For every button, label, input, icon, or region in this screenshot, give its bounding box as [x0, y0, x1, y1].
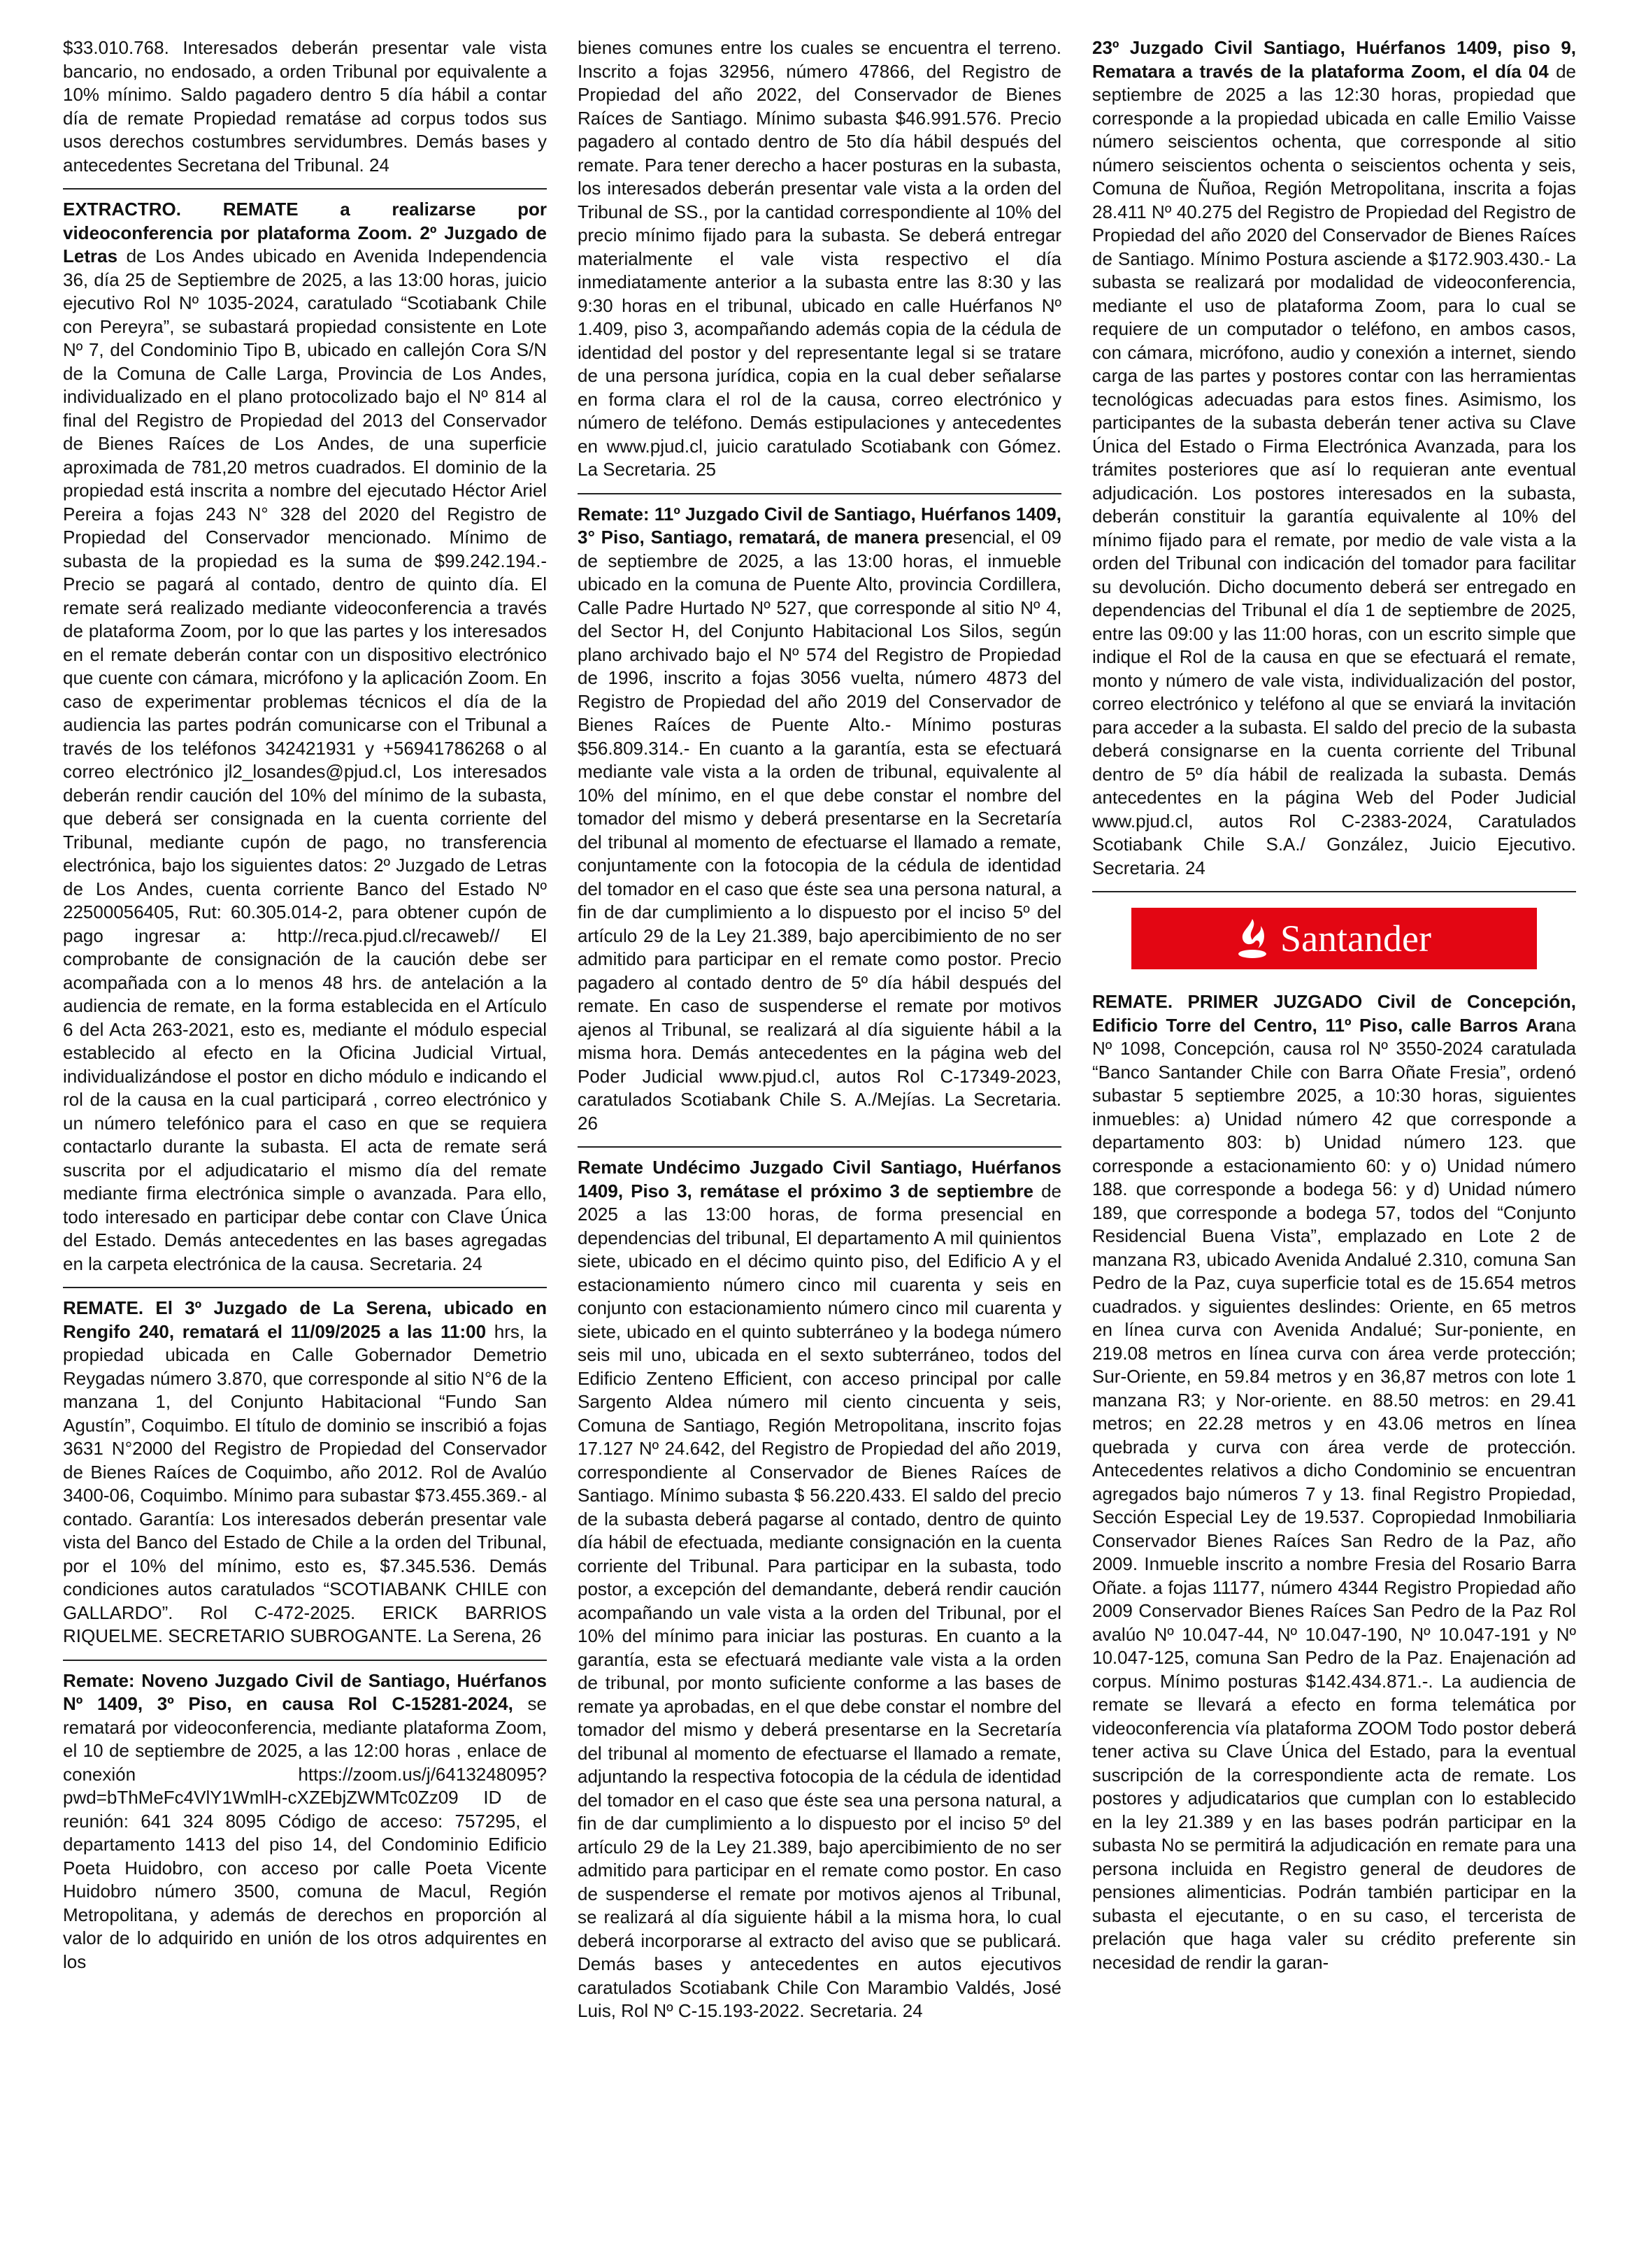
- notice-body: $33.010.768. Interesados deberán presentar vale vista bancario, no endosado, a orden Tribunal por equivalente a 10% mínimo. Saldo pagadero dentro 5 día hábil a contar día de remate Propiedad rematáse ad corpus todos sus usos derechos costumbres servidumbres. Demás bases y antecedentes Secretana del Tribunal. 24: [63, 37, 547, 176]
- notice-body: de Los Andes ubicado en Avenida Independencia 36, día 25 de Septiembre de 2025, a las 13:00 horas, juicio ejecutivo Rol Nº 1035-2024, caratulado “Scotiabank Chile con Pereyra”, se subastará propiedad consistente en Lote Nº 7, del Condominio Tipo B, ubicado en callejón Cora S/N de la Comuna de Calle Larga, Provincia de Los Andes, individualizado en el plano protocolizado bajo el Nº 814 al final del Registro de Propiedad del 2013 del Conservador de Bienes Raíces de Los Andes, de una superficie aproximada de 781,20 metros cuadrados. El dominio de la propiedad está inscrita a nombre del ejecutado Héctor Ariel Pereira a fojas 243 N° 328 del 2020 del Registro de Propiedad del Conservador mencionado. Mínimo de subasta de la propiedad es la suma de $99.242.194.- Precio se pagará al contado, dentro de quinto día. El remate será realizado mediante videoconferencia a través de plataforma Zoom, por lo que las partes y los interesados en el remate deberán contar con un dispositivo electrónico que cuente con cámara, micrófono y la aplicación Zoom. En caso de experimentar problemas técnicos el día de la audiencia las partes podrán comunicarse con el Tribunal a través de los teléfonos 342421931 y +56941786268 o al correo electrónico jl2_losandes@pjud.cl, Los interesados deberán rendir caución del 10% del mínimo de la subasta, que deberá ser consignada en la cuenta corriente del Tribunal, mediante cupón de pago, no transferencia electrónica, bajo los siguientes datos: 2º Juzgado de Letras de Los Andes, cuenta corriente Banco del Estado Nº 22500056405, Rut: 60.305.014-2, para obtener cupón de pago ingresar a: http://reca.pjud.cl/recaweb// El comprobante de consignación de la caución debe ser acompañada con a lo menos 48 hrs. de antelación a la audiencia de remate, en la forma establecida en el Artículo 6 del Acta 263-2021, esto es, mediante el módulo especial establecido al efecto en la Oficina Judicial Virtual, individualizándose el postor en dicho módulo e indicando el rol de la causa en la cual participará , correo electrónico y un número telefónico para el caso en que se requiera contactarlo durante la subasta. El acta de remate será suscrita por el adjudicatario el mismo día del remate mediante firma electrónica simple o avanzada. Para ello, todo interesado en participar debe contar con Clave Única del Estado. Demás antecedentes en las bases agregadas en la carpeta electrónica de la causa. Secretaria. 24: [63, 245, 547, 1274]
- column-3: [1092, 28, 1576, 2268]
- notice-heading: EXTRACTRO. REMATE a realizarse por videoconferencia por plataforma Zoom. 2º Juzgado de Letras: [63, 199, 547, 266]
- notice-1-4: [63, 1661, 547, 1985]
- notice-body: se rematará por videoconferencia, mediante plataforma Zoom, el 10 de septiembre de 2025, a las 12:00 horas , enlace de conexión https://zoom.us/j/6413248095?pwd=bThMeFc4VlY1WmlH-cXZEbjZWMTc0Zz09 ID de reunión: 641 324 8095 Código de acceso: 757295, el departamento 1413 del piso 14, del Condominio Edificio Poeta Huidobro, con acceso por calle Poeta Vicente Huidobro número 3500, comuna de Macul, Región Metropolitana, y además de derechos en proporción al valor de lo adquirido en unión de los otros adquirentes en los: [63, 1693, 547, 1972]
- notice-body: de 2025 a las 13:00 horas, de forma presencial en dependencias del tribunal, El departamento A mil quinientos siete, ubicado en el décimo quinto piso, del Edificio A y el estacionamiento número cinco mil cuarenta y seis en conjunto con estacionamiento número cinco mil cuarenta y siete, ubicado en el quinto subterráneo y la bodega número seis mil uno, ubicada en el sexto subterráneo, todos del Edificio Zenteno Efficient, con acceso principal por calle Sargento Aldea número mil ciento cincuenta y seis, Comuna de Santiago, Región Metropolitana, inscrito fojas 17.127 Nº 24.642, del Registro de Propiedad del año 2019, correspondiente al Conservador de Bienes Raíces de Santiago. Mínimo subasta $ 56.220.433. El saldo del precio de la subasta deberá pagarse al contado, dentro de quinto día hábil de efectuada, mediante consignación en la cuenta corriente del Tribunal. Para participar en la subasta, todo postor, a excepción del demandante, deberá rendir caución acompañando un vale vista a la orden del Tribunal, por el 10% del mínimo para iniciar las posturas. En cuanto a la garantía, esta se efectuará mediante vale vista a la orden de tribunal, por monto suficiente conforme a las bases de remate ya aprobadas, en el que debe constar el nombre del tomador del mismo y deberá presentarse en la Secretaría del tribunal al momento de efectuarse el llamado a remate, adjuntando la respectiva fotocopia de la cédula de identidad del tomador en el caso que éste sea una persona natural, a fin de dar cumplimiento a lo dispuesto por el inciso 5º del artículo 29 de la Ley 21.389, bajo apercibimiento de no ser admitido para participar en el remate como postor. En caso de suspenderse el remate por motivos ajenos al Tribunal, se realizará al día siguiente hábil a la misma hora, lo cual deberá incorporarse al extracto del aviso que se publicará. Demás bases y antecedentes en autos ejecutivos caratulados Scotiabank Chile Con Marambio Valdés, José Luis, Rol Nº C-15.193-2022. Secretaria. 24: [578, 1180, 1061, 2021]
- santander-logo-box: [1092, 908, 1576, 969]
- notice-body: hrs, la propiedad ubicada en Calle Gobernador Demetrio Reygadas número 3.870, que corresponde al sitio N°6 de la manzana 1, del Conjunto Habitacional “Fundo San Agustín”, Coquimbo. El título de dominio se inscribió a fojas 3631 N°2000 del Registro de Propiedad del Conservador de Bienes Raíces de Coquimbo, año 2012. Rol de Avalúo 3400-06, Coquimbo. Mínimo para subastar $73.455.369.- al contado. Garantía: Los interesados deberán presentar vale vista del Banco del Estado de Chile a la orden del Tribunal, por el 10% del mínimo, esto es, $7.345.536. Demás condiciones autos caratulados “SCOTIABANK CHILE con GALLARDO”. Rol C-472-2025. ERICK BARRIOS RIQUELME. SECRETARIO SUBROGANTE. La Serena, 26: [63, 1320, 547, 1646]
- flame-icon: [1237, 918, 1268, 960]
- notice-heading: REMATE. El 3º Juzgado de La Serena, ubicado en Rengifo 240, rematará el 11/09/2025 a las 11:00: [63, 1297, 547, 1342]
- column-1: [63, 28, 547, 2268]
- notice-2-2: [578, 494, 1061, 1148]
- notice-3-1: [1092, 28, 1576, 892]
- notice-2-1: [578, 28, 1061, 494]
- notice-1-3: [63, 1288, 547, 1661]
- notice-body: bienes comunes entre los cuales se encuentra el terreno. Inscrito a fojas 32956, número 47866, del Registro de Propiedad del año 2022, del Conservador de Bienes Raíces de Santiago. Mínimo subasta $46.991.576. Precio pagadero al contado dentro de 5to día hábil después del remate. Para tener derecho a hacer posturas en la subasta, los interesados deberán presentar vale vista a la orden del Tribunal de SS., por la cantidad correspondiente al 10% del precio mínimo fijado para la subasta. Se deberá entregar materialmente el vale vista respectivo el día inmediatamente anterior a la subasta entre las 8:30 y las 9:30 horas en el tribunal, ubicado en calle Huérfanos Nº 1.409, piso 3, acompañando además copia de la cédula de identidad del postor y del representante legal si se tratare de una persona jurídica, copia en la cual deber señalarse en forma clara el rol de la causa, correo electrónico y número de teléfono. Demás estipulaciones y antecedentes en www.pjud.cl, juicio caratulado Scotiabank con Gómez. La Secretaria. 25: [578, 37, 1061, 480]
- santander-logo: [1131, 908, 1537, 969]
- notice-body: de septiembre de 2025 a las 12:30 horas, propiedad que corresponde a la propiedad ubicada en calle Emilio Vaisse número seiscientos ochenta, que corresponde al sitio número seiscientos ochenta o seiscientos ochenta y seis, Comuna de Ñuñoa, Región Metropolitana, inscrita a fojas 28.411 Nº 40.275 del Registro de Propiedad del Registro de Propiedad del año 2020 del Conservador de Bienes Raíces de Santiago. Mínimo Postura asciende a $172.903.430.- La subasta se realizará por modalidad de videoconferencia, mediante el uso de plataforma Zoom, para lo cual se requiere de un computador o teléfono, en ambos casos, con cámara, micrófono, audio y conexión a internet, siendo carga de las partes y postores contar con las herramientas tecnológicas adecuadas para estos fines. Asimismo, los participantes de la subasta deberán tener activa su Clave Única del Estado o Firma Electrónica Avanzada, para los trámites posteriores que así lo requieran ante eventual adjudicación. Los postores interesados en la subasta, deberán constituir la garantía equivalente al 10% del mínimo fijado para el remate, por medio de vale vista a la orden del Tribunal con indicación del tomador para facilitar su devolución. Dicho documento deberá ser entregado en dependencias del Tribunal el día 1 de septiembre de 2025, entre las 09:00 y las 11:00 horas, con un escrito simple que indique el Rol de la causa en que se efectuará el remate, monto y número de vale vista, individualización del postor, correo electrónico y teléfono al que se enviará la invitación para acceder a la subasta. El saldo del precio de la subasta deberá consignarse en la cuenta corriente del Tribunal dentro de 5º día hábil de realizada la subasta. Demás antecedentes en la página Web del Poder Judicial www.pjud.cl, autos Rol C-2383-2024, Caratulados Scotiabank Chile S.A./ González, Juicio Ejecutivo. Secretaria. 24: [1092, 60, 1576, 878]
- notice-1-1: [63, 28, 547, 190]
- notice-body: na Nº 1098, Concepción, causa rol Nº 3550-2024 caratulada “Banco Santander Chile con Barra Oñate Fresia”, ordenó subastar 5 septiembre 2025, a 10:30 horas, siguientes inmuebles: a) Unidad número 42 que corresponde a departamento 803: b) Unidad número 123. que corresponde a estacionamiento 60: y o) Unidad número 188. que corresponde a bodega 56: y d) Unidad número 189, que corresponde a bodega 57, todos del “Conjunto Residencial Buena Vista”, emplazado en Lote 2 de manzana R3, ubicado Avenida Andalué 2.310, comuna San Pedro de la Paz, cuya superficie total es de 15.654 metros cuadrados. y siguientes deslindes: Oriente, en 65 metros en línea curva con Avenida Andalué; Sur-poniente, en 219.08 metros en línea curva con área verde protección; Sur-Oriente, en 59.84 metros y en 36,87 metros con lote 1 manzana R3; y Nor-oriente. en 88.50 metros: en 29.41 metros; en 22.28 metros y en 43.06 metros en línea quebrada y curva con área verde de protección. Antecedentes relativos a dicho Condominio se encuentran agregados bajo números 7 y 13. final Registro Propiedad, Sección Especial Ley de 19.537. Copropiedad Inmobiliaria Conservador Bienes Raíces San Redro de la Paz, año 2009. Inmueble inscrito a nombre Fresia del Rosario Barra Oñate. a fojas 11177, número 4344 Registro Propiedad año 2009 Conservador Bienes Raíces San Pedro de la Paz Rol avalúo Nº 10.047-44, Nº 10.047-190, Nº 10.047-191 y Nº 10.047-125, comuna San Pedro de la Paz. Enajenación ad corpus. Mínimo posturas $142.434.871.-. La audiencia de remate se llevará a efecto en forma telemática por videoconferencia vía plataforma ZOOM Todo postor deberá tener activa su Clave Única del Estado, para la eventual suscripción de la correspondiente acta de remate. Los postores y adjudicatarios que cumplan con lo establecido en la ley 21.389 y en las bases podrán participar en la subasta No se permitirá la adjudicación en remate para una persona incluida en Registro general de deudores de pensiones alimenticias. Podrán también participar en la subasta el ejecutante, o en su caso, el tercerista de prelación que haga valer su crédito preferente sin necesidad de rendir la garan-: [1092, 1014, 1576, 1973]
- notice-heading: Remate: Noveno Juzgado Civil de Santiago, Huérfanos Nº 1409, 3º Piso, en causa Rol C-15281-2024,: [63, 1669, 547, 1714]
- notice-1-2: [63, 190, 547, 1288]
- column-2: [578, 28, 1061, 2268]
- notice-heading: REMATE. PRIMER JUZGADO Civil de Concepción, Edificio Torre del Centro, 11º Piso, calle Barros Ara: [1092, 991, 1576, 1036]
- notice-heading: Remate: 11º Juzgado Civil de Santiago, Huérfanos 1409, 3° Piso, Santiago, rematará, de manera pre: [578, 503, 1061, 548]
- notice-2-3: [578, 1148, 1061, 2034]
- notice-heading: Remate Undécimo Juzgado Civil Santiago, Huérfanos 1409, Piso 3, remátase el próximo 3 de septiembre: [578, 1157, 1061, 1201]
- notice-body: sencial, el 09 de septiembre de 2025, a las 13:00 horas, el inmueble ubicado en la comuna de Puente Alto, provincia Cordillera, Calle Padre Hurtado Nº 527, que corresponde al sitio Nº 4, del Sector H, del Conjunto Habitacional Los Silos, según plano archivado bajo el Nº 574 del Registro de Propiedad de 1996, inscrito a fojas 3056 vuelta, número 4873 del Registro de Propiedad del año 2019 del Conservador de Bienes Raíces de Puente Alto.- Mínimo posturas $56.809.314.- En cuanto a la garantía, esta se efectuará mediante vale vista a la orden de tribunal, equivalente al 10% del mínimo, en el que debe constar el nombre del tomador del mismo y deberá presentarse en la Secretaría del tribunal al momento de efectuarse el llamado a remate, conjuntamente con la fotocopia de la cédula de identidad del tomador en el caso que éste sea una persona natural, a fin de dar cumplimiento a lo dispuesto por el inciso 5º del artículo 29 de la Ley 21.389, bajo apercibimiento de no ser admitido para participar en el remate como postor. Precio pagadero al contado dentro de 5º día hábil después del remate. En caso de suspenderse el remate por motivos ajenos al Tribunal, se realizará al día siguiente hábil a la misma hora. Demás antecedentes en la página web del Poder Judicial www.pjud.cl, autos Rol C-17349-2023, caratulados Scotiabank Chile S. A./Mejías. La Secretaria. 26: [578, 527, 1061, 1134]
- notice-3-2: [1092, 982, 1576, 1985]
- logo-text: Santander: [1280, 918, 1431, 960]
- notice-heading: 23º Juzgado Civil Santiago, Huérfanos 1409, piso 9, Rematara a través de la plataforma Zoom, el día 04: [1092, 37, 1576, 82]
